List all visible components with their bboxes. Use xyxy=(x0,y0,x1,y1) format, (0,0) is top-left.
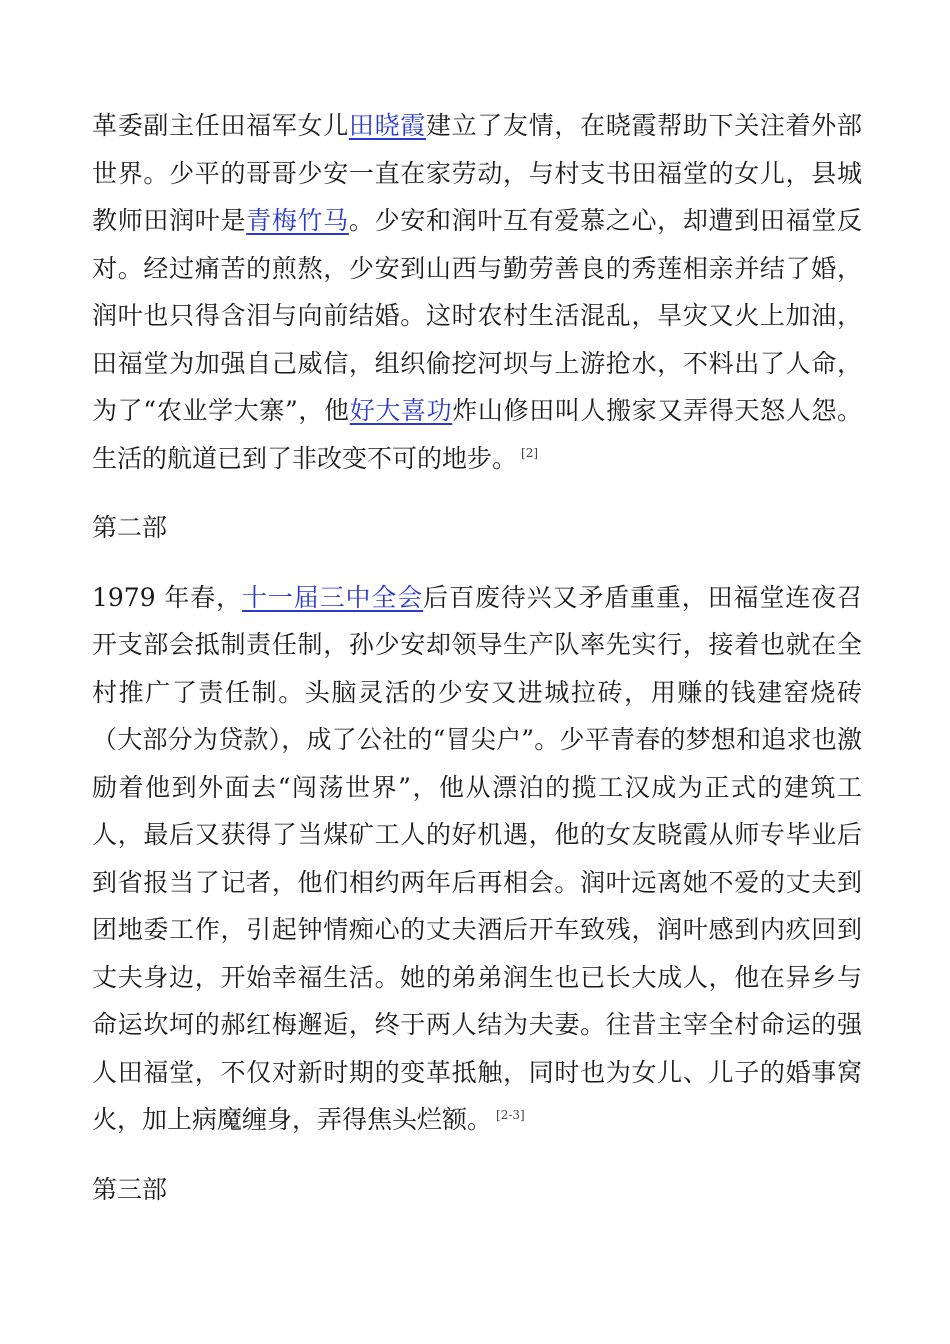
section-heading-part3: 第三部 xyxy=(92,1174,168,1204)
link-tian-xiaoxia[interactable]: 田晓霞 xyxy=(348,111,426,140)
citation-ref[interactable]: [2] xyxy=(521,446,539,461)
section-heading-part2: 第二部 xyxy=(92,513,168,542)
paragraph-part2-summary xyxy=(92,574,862,1144)
link-third-plenum[interactable]: 十一届三中全会 xyxy=(242,582,424,612)
text-segment: 革委副主任田福军女儿 xyxy=(92,111,349,140)
link-qingmei-zhuma[interactable]: 青梅竹马 xyxy=(246,206,349,235)
paragraph-part1-summary xyxy=(92,102,862,482)
citation-ref[interactable]: [2-3] xyxy=(496,1107,525,1122)
link-haoda-xigong[interactable]: 好大喜功 xyxy=(349,396,453,425)
text-segment: 炸山修田叫人搬家又弄得天怒人怨。生活的航道已到了非改变不可的地步。 xyxy=(92,396,862,473)
text-segment: 。少安和润叶互有爱慕之心，却遭到田福堂反对。经过痛苦的煎熬，少安到山西与勤劳善良的秀莲相亲并结了婚，润叶也只得含泪与向前结婚。这时农村生活混乱，旱灾又火上加油，田福堂为加强自己威信，组织偷挖河坝与上游抢水，不料出了人命，为了“农业学大寨”，他 xyxy=(92,206,862,425)
text-segment: 后百废待兴又矛盾重重，田福堂连夜召开支部会抵制责任制，孙少安却领导生产队率先实行，接着也就在全村推广了责任制。头脑灵活的少安又进城拉砖，用赚的钱建窑烧砖（大部分为贷款），成了公社的“冒尖户”。少平青春的梦想和追求也激励着他到外面去“闯荡世界”，他从漂泊的揽工汉成为正式的建筑工人，最后又获得了当煤矿工人的好机遇，他的女友晓霞从师专毕业后到省报当了记者，他们相约两年后再相会。润叶远离她不爱的丈夫到团地委工作，引起钟情痴心的丈夫酒后开车致残，润叶感到内疚回到丈夫身边，开始幸福生活。她的弟弟润生也已长大成人，他在异乡与命运坎坷的郝红梅邂逅，终于两人结为夫妻。往昔主宰全村命运的强人田福堂，不仅对新时期的变革抵触，同时也为女儿、儿子的婚事窝火，加上病魔缠身，弄得焦头烂额。 xyxy=(92,582,862,1134)
text-segment: 1979 年春， xyxy=(92,582,243,612)
text-segment: 建立了友情，在晓霞帮助下关注着外部世界。少平的哥哥少安一直在家劳动，与村支书田福堂的女儿，县城教师田润叶是 xyxy=(92,111,862,235)
document-page xyxy=(92,102,862,1235)
